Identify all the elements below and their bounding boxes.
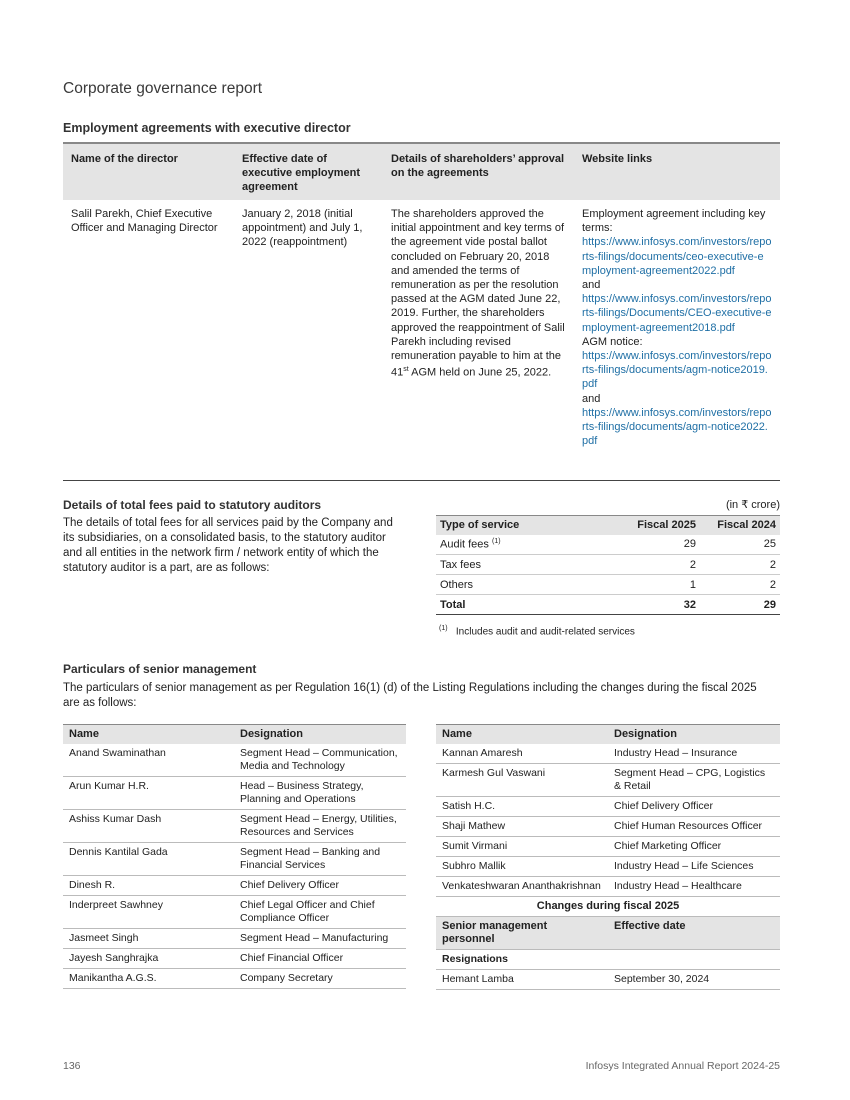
- fees-unit: (in ₹ crore): [725, 499, 780, 511]
- senior-section-title: Particulars of senior management: [63, 662, 257, 676]
- col-header-effective-date: Effective date of executive employment agreement: [234, 143, 383, 200]
- fees-footnote: $^{(1)}$ Includes audit and audit-related services: [439, 625, 635, 638]
- link-employment-2022[interactable]: https://www.infosys.com/investors/reports-filings/documents/ceo-executive-employment-agreement2022.pdf: [582, 236, 772, 277]
- table-row: Audit fees $^{(1)}$ 29 25: [436, 535, 780, 555]
- fees-table: [436, 515, 780, 615]
- fees-header-type: Type of service: [436, 516, 616, 535]
- link-employment-2018[interactable]: https://www.infosys.com/investors/reports-filings/Documents/CEO-executive-employment-agreement2018.pdf: [582, 293, 772, 334]
- fees-header-fy25: Fiscal 2025: [616, 516, 700, 535]
- table-row: Venkateshwaran Ananthakrishnan Industry Head – Healthcare: [436, 876, 780, 896]
- table-row: Subhro Mallik Industry Head – Life Sciences: [436, 856, 780, 876]
- table-row: Arun Kumar H.R. Head – Business Strategy, Planning and Operations: [63, 776, 406, 809]
- fees-header-fy24: Fiscal 2024: [700, 516, 780, 535]
- table-row: Satish H.C. Chief Delivery Officer: [436, 796, 780, 816]
- employment-section-title: Employment agreements with executive director: [63, 121, 351, 135]
- table-row: Inderpreet Sawhney Chief Legal Officer and Chief Compliance Officer: [63, 895, 406, 928]
- link-agm-2022[interactable]: https://www.infosys.com/investors/reports-filings/documents/agm-notice2022.pdf: [582, 406, 772, 448]
- fees-description: The details of total fees for all services paid by the Company and its subsidiaries, on a consolidated basis, to the statutory auditor and all entities in the network firm / network entity of which the statutory auditor is a part, are as follows:: [63, 517, 393, 574]
- senior-management-table-right: [436, 724, 780, 990]
- table-row: Hemant Lamba September 30, 2024: [436, 969, 780, 989]
- approval-details: The shareholders approved the initial appointment and key terms of the agreement vide postal ballot concluded on February 20, 2018 and amended the terms of remuneration as per the resolution passed at the AGM dated June 22, 2019. Further, the shareholders approved the reappointment of Salil Parekh including revised remuneration payable to him at the 41st AGM held on June 25, 2022.: [383, 200, 574, 480]
- resignations-label: Resignations: [436, 949, 780, 969]
- website-links: Employment agreement including key terms: https://www.infosys.com/investors/reports-filings/documents/ceo-executive-employment-agreement2022.pdf and https://www.infosys.com/investors/reports-filings/Documents/CEO-executive-employment-agreement2018.pdf AGM notice: https://www.infosys.com/investors/reports-filings/documents/agm-notice2019.pdf and https://www.infosys.com/investors/reports-filings/documents/agm-notice2022.pdf: [574, 200, 780, 480]
- table-row: Manikantha A.G.S. Company Secretary: [63, 968, 406, 988]
- table-row: Jayesh Sanghrajka Chief Financial Officer: [63, 948, 406, 968]
- col-header-approval: Details of shareholders’ approval on the agreements: [383, 143, 574, 200]
- table-row: Karmesh Gul Vaswani Segment Head – CPG, Logistics & Retail: [436, 763, 780, 796]
- senior-description: The particulars of senior management as per Regulation 16(1) (d) of the Listing Regulations including the changes during the fiscal 2025 are as follows:: [63, 682, 757, 709]
- senior-management-table-left: [63, 724, 406, 989]
- changes-title: Changes during fiscal 2025: [436, 896, 780, 916]
- table-row: Kannan Amaresh Industry Head – Insurance: [436, 744, 780, 764]
- total-row: Total 32 29: [436, 595, 780, 615]
- director-name: Salil Parekh, Chief Executive Officer and Managing Director: [63, 200, 234, 480]
- report-name: Infosys Integrated Annual Report 2024-25: [585, 1060, 780, 1072]
- col-header-director: Name of the director: [63, 143, 234, 200]
- effective-date: January 2, 2018 (initial appointment) and July 1, 2022 (reappointment): [234, 200, 383, 480]
- changes-header: Senior management personnel Effective date: [436, 916, 780, 949]
- col-header-links: Website links: [574, 143, 780, 200]
- table-row: Dinesh R. Chief Delivery Officer: [63, 875, 406, 895]
- col-header-name: Name: [436, 725, 608, 744]
- col-header-designation: Designation: [234, 725, 406, 744]
- employment-table: [63, 142, 780, 481]
- page-number: 136: [63, 1060, 81, 1072]
- table-row: Sumit Virmani Chief Marketing Officer: [436, 836, 780, 856]
- table-row: Anand Swaminathan Segment Head – Communication, Media and Technology: [63, 744, 406, 777]
- table-row: Jasmeet Singh Segment Head – Manufacturing: [63, 928, 406, 948]
- table-row: Ashiss Kumar Dash Segment Head – Energy, Utilities, Resources and Services: [63, 809, 406, 842]
- table-row: Dennis Kantilal Gada Segment Head – Banking and Financial Services: [63, 842, 406, 875]
- table-row: Others 1 2: [436, 575, 780, 595]
- table-row: Tax fees 2 2: [436, 555, 780, 575]
- table-row: Shaji Mathew Chief Human Resources Officer: [436, 816, 780, 836]
- col-header-name: Name: [63, 725, 234, 744]
- link-agm-2019[interactable]: https://www.infosys.com/investors/reports-filings/documents/agm-notice2019.pdf: [582, 350, 772, 391]
- page-title: Corporate governance report: [63, 80, 263, 97]
- fees-section-title: Details of total fees paid to statutory auditors: [63, 498, 322, 512]
- table-row: [63, 200, 780, 480]
- col-header-designation: Designation: [608, 725, 780, 744]
